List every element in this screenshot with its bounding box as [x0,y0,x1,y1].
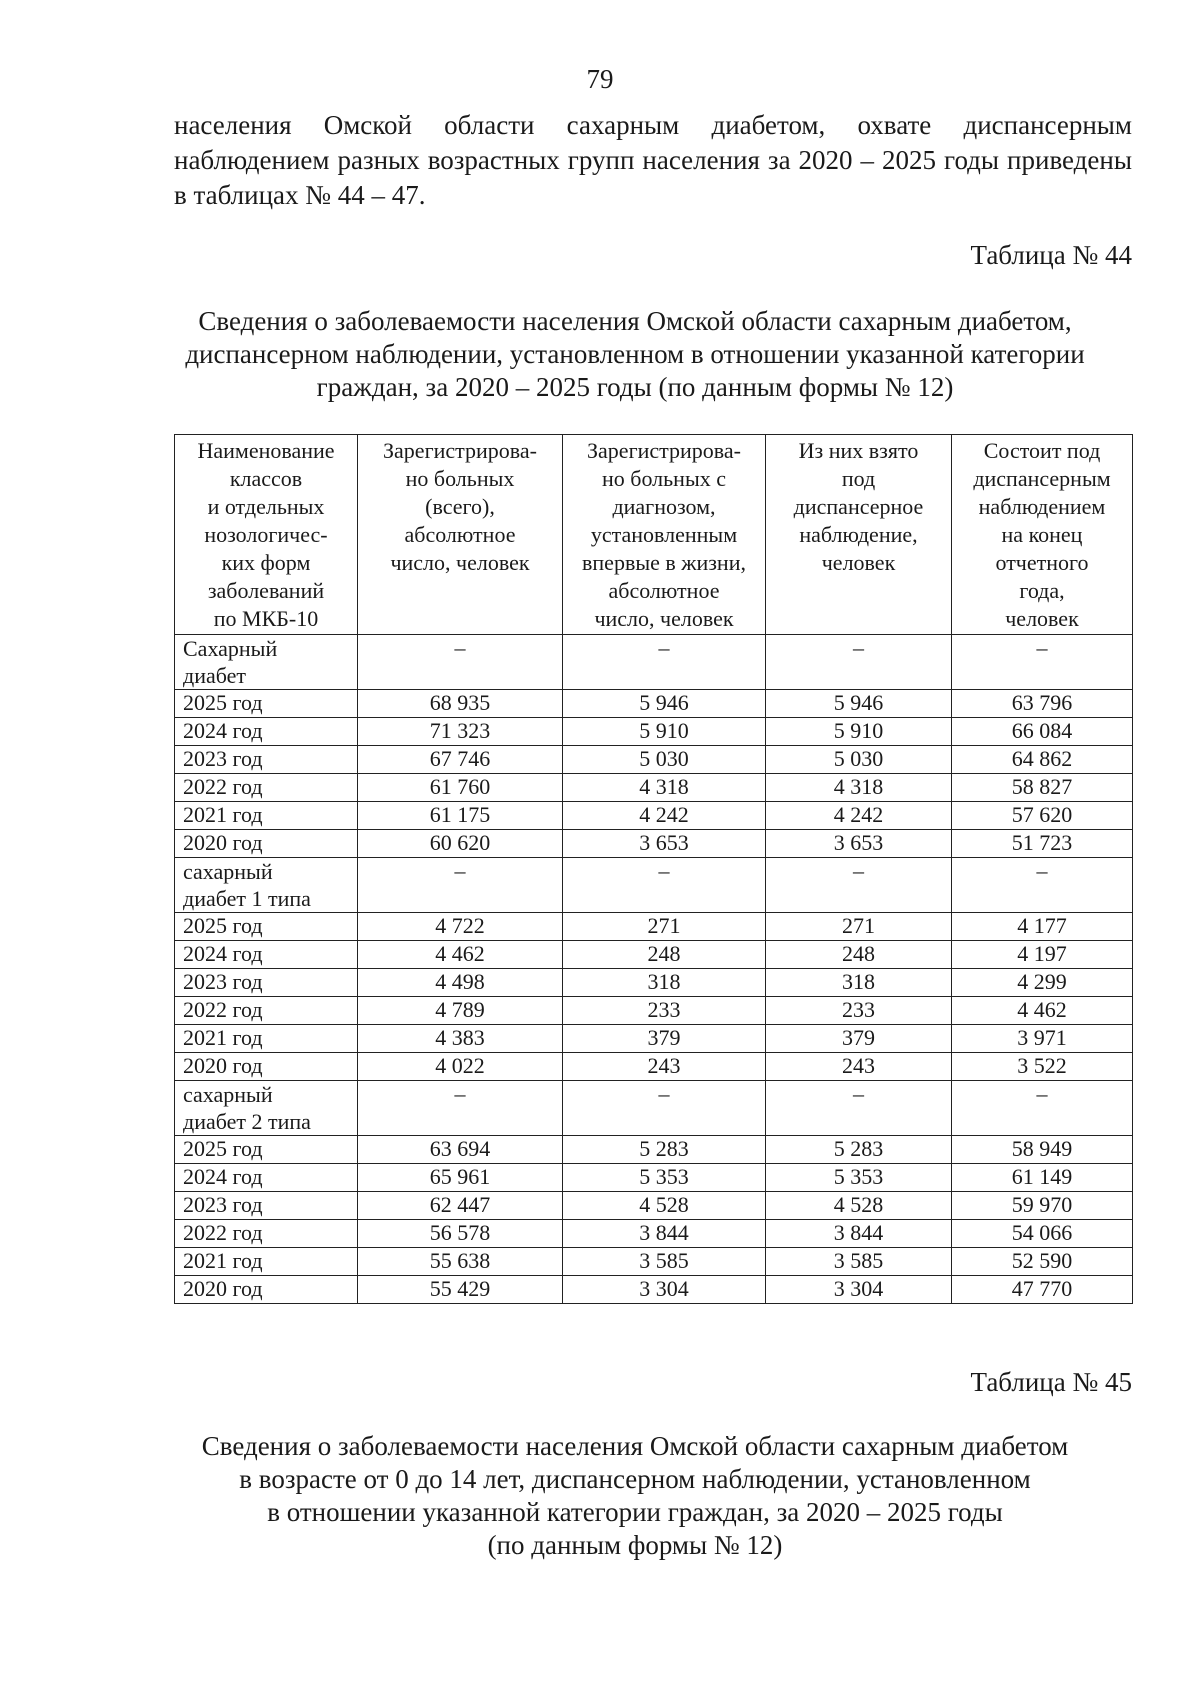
table-cell: 58 827 [952,774,1133,802]
table-row [175,1276,1133,1304]
column-header-line: диспансерное [793,494,924,519]
column-header-line: отчетного [995,550,1089,575]
column-header-line: года, [1019,578,1065,603]
table-row [175,1136,1133,1164]
table-cell: 5 283 [766,1136,952,1164]
table-row [175,941,1133,969]
intro-paragraph: населения Омской области сахарным диабетом, охвате диспансерным наблюдением разных возрастных групп населения за 2020 – 2025 годы приведены в таблицах № 44 – 47. [174,110,1132,210]
table-cell: – [358,1081,563,1136]
table-cell: 56 578 [358,1220,563,1248]
table-45-title-line: в отношении указанной категории граждан, за 2020 – 2025 годы [267,1497,1003,1527]
column-header-line: на конец [1001,522,1083,547]
table-cell: 5 353 [766,1164,952,1192]
column-header-line: человек [1005,606,1079,631]
table-cell: 57 620 [952,802,1133,830]
table-cell: 3 304 [766,1276,952,1304]
table-cell: 61 149 [952,1164,1133,1192]
table-cell: 3 585 [563,1248,766,1276]
table-group-row [175,858,1133,913]
row-label-line: сахарный [183,859,273,884]
table-cell: 5 946 [766,690,952,718]
table-45-title-line: в возрасте от 0 до 14 лет, диспансерном наблюдении, установленном [239,1464,1031,1494]
table-cell: 63 796 [952,690,1133,718]
table-cell: 248 [563,941,766,969]
row-label [175,1081,358,1136]
column-header-line: Зарегистрирова- [587,438,741,463]
column-header-line: Зарегистрирова- [383,438,537,463]
table-cell: 5 030 [563,746,766,774]
table-cell: 3 971 [952,1025,1133,1053]
table-row [175,997,1133,1025]
table-cell: 3 304 [563,1276,766,1304]
table-row [175,1053,1133,1081]
row-label-line: 2022 год [183,774,263,799]
table-cell: 3 844 [563,1220,766,1248]
table-cell: 318 [766,969,952,997]
table-cell: 4 022 [358,1053,563,1081]
column-header-line: человек [821,550,896,575]
row-label-line: 2022 год [183,997,263,1022]
table-row [175,1164,1133,1192]
table-cell: 55 429 [358,1276,563,1304]
row-label-line: 2020 год [183,830,263,855]
row-label-line: 2025 год [183,913,263,938]
table-cell: 379 [563,1025,766,1053]
table-cell: 3 653 [766,830,952,858]
column-header-line: диспансерным [973,466,1111,491]
column-header-line: абсолютное [404,522,516,547]
column-header [358,435,563,635]
table-row [175,1192,1133,1220]
table-cell: 55 638 [358,1248,563,1276]
table-row [175,969,1133,997]
table-cell: 52 590 [952,1248,1133,1276]
column-header-line: впервые в жизни, [582,550,746,575]
table-45-title-line: (по данным формы № 12) [487,1530,783,1560]
table-45-caption: Таблица № 45 [970,1367,1132,1397]
table-cell: 58 949 [952,1136,1133,1164]
table-44-title [140,305,1130,404]
row-label-line: 2023 год [183,746,263,771]
table-cell: 51 723 [952,830,1133,858]
table-cell: 67 746 [358,746,563,774]
table-row [175,1248,1133,1276]
row-label [175,913,358,941]
table-cell: 61 175 [358,802,563,830]
table-cell: – [358,635,563,690]
row-label [175,1276,358,1304]
row-label [175,774,358,802]
table-cell: – [563,1081,766,1136]
table-body [175,635,1133,1304]
column-header-line: диагнозом, [612,494,716,519]
row-label [175,690,358,718]
table-row [175,774,1133,802]
table-row [175,690,1133,718]
row-label [175,1220,358,1248]
table-cell: 5 910 [766,718,952,746]
table-cell: 66 084 [952,718,1133,746]
column-header-line: нозологичес- [204,522,328,547]
table-44-title-line: граждан, за 2020 – 2025 годы (по данным формы № 12) [316,372,954,402]
table-cell: – [563,858,766,913]
table-cell: 4 462 [358,941,563,969]
row-label [175,858,358,913]
table-cell: 4 789 [358,997,563,1025]
table-cell: 60 620 [358,830,563,858]
column-header-line: число, человек [390,550,530,575]
table-cell: 4 197 [952,941,1133,969]
table-44-title-line: Сведения о заболеваемости населения Омской области сахарным диабетом, [198,306,1072,336]
row-label-line: 2025 год [183,1136,263,1161]
table-cell: 4 242 [563,802,766,830]
table-cell: 4 528 [766,1192,952,1220]
table-cell: 4 462 [952,997,1133,1025]
row-label-line: 2020 год [183,1053,263,1078]
row-label-line: 2024 год [183,718,263,743]
table-cell: 243 [563,1053,766,1081]
table-44-caption: Таблица № 44 [970,240,1132,270]
column-header [175,435,358,635]
row-label-line: 2021 год [183,1248,263,1273]
table-row [175,830,1133,858]
row-label-line: диабет [183,663,247,688]
row-label [175,1053,358,1081]
table-row [175,1220,1133,1248]
table-cell: 61 760 [358,774,563,802]
row-label [175,1248,358,1276]
row-label-line: 2020 год [183,1276,263,1301]
row-label-line: Сахарный [183,636,278,661]
table-cell: 5 910 [563,718,766,746]
table-cell: 4 299 [952,969,1133,997]
table-cell: – [952,1081,1133,1136]
row-label [175,1136,358,1164]
column-header-line: абсолютное [608,578,720,603]
table-cell: 68 935 [358,690,563,718]
column-header-line: по МКБ-10 [213,606,319,631]
column-header-line: классов [229,466,303,491]
table-cell: 64 862 [952,746,1133,774]
table-cell: – [563,635,766,690]
table-header-row [175,435,1133,635]
column-header-line: Из них взято [798,438,919,463]
table-cell: 4 318 [766,774,952,802]
column-header-line: число, человек [594,606,734,631]
table-44 [174,434,1133,1304]
table-group-row [175,635,1133,690]
row-label-line: диабет 1 типа [183,886,311,911]
row-label [175,802,358,830]
table-cell: 271 [766,913,952,941]
table-cell: – [766,1081,952,1136]
column-header-line: и отдельных [207,494,325,519]
row-label-line: диабет 2 типа [183,1109,311,1134]
column-header-line: (всего), [425,494,495,519]
table-cell: – [358,858,563,913]
table-cell: 233 [563,997,766,1025]
table-cell: 379 [766,1025,952,1053]
row-label [175,635,358,690]
table-cell: 5 030 [766,746,952,774]
row-label [175,1164,358,1192]
column-header-line: заболеваний [207,578,325,603]
column-header-line: Наименование [197,438,335,463]
row-label-line: 2024 год [183,1164,263,1189]
table-44-title-line: диспансерном наблюдении, установленном в отношении указанной категории [185,339,1085,369]
column-header-line: но больных с [601,466,726,491]
table-cell: 4 242 [766,802,952,830]
row-label-line: 2023 год [183,969,263,994]
table-cell: 3 653 [563,830,766,858]
row-label [175,1025,358,1053]
table-cell: – [766,635,952,690]
table-cell: 233 [766,997,952,1025]
row-label [175,941,358,969]
table-row [175,913,1133,941]
table-row [175,718,1133,746]
table-cell: 5 946 [563,690,766,718]
table-cell: 65 961 [358,1164,563,1192]
column-header-line: наблюдением [978,494,1106,519]
column-header-line: но больных [405,466,515,491]
row-label [175,997,358,1025]
table-cell: – [952,635,1133,690]
table-cell: – [766,858,952,913]
table-cell: 5 353 [563,1164,766,1192]
table-group-row [175,1081,1133,1136]
table-cell: 4 528 [563,1192,766,1220]
row-label-line: 2024 год [183,941,263,966]
table-cell: 3 585 [766,1248,952,1276]
row-label-line: 2021 год [183,1025,263,1050]
row-label-line: сахарный [183,1082,273,1107]
row-label-line: 2021 год [183,802,263,827]
column-header [563,435,766,635]
row-label [175,1192,358,1220]
row-label [175,746,358,774]
table-cell: 3 522 [952,1053,1133,1081]
row-label-line: 2023 год [183,1192,263,1217]
page-number: 79 [586,64,614,94]
table-cell: 3 844 [766,1220,952,1248]
table-row [175,1025,1133,1053]
table-cell: 4 383 [358,1025,563,1053]
table-cell: 59 970 [952,1192,1133,1220]
table-cell: 271 [563,913,766,941]
table-45-title-line: Сведения о заболеваемости населения Омской области сахарным диабетом [201,1431,1069,1461]
column-header-line: под [841,466,876,491]
table-cell: 71 323 [358,718,563,746]
row-label [175,969,358,997]
table-cell: 4 318 [563,774,766,802]
table-cell: – [952,858,1133,913]
table-45-title [140,1430,1130,1562]
table-cell: 4 498 [358,969,563,997]
column-header-line: установленным [590,522,738,547]
table-row [175,802,1133,830]
table-cell: 318 [563,969,766,997]
table-cell: 63 694 [358,1136,563,1164]
table-cell: 248 [766,941,952,969]
row-label-line: 2022 год [183,1220,263,1245]
column-header-line: Состоит под [983,438,1101,463]
column-header [952,435,1133,635]
row-label [175,830,358,858]
table-cell: 47 770 [952,1276,1133,1304]
table-row [175,746,1133,774]
table-cell: 4 177 [952,913,1133,941]
column-header-line: наблюдение, [799,522,918,547]
table-cell: 5 283 [563,1136,766,1164]
row-label-line: 2025 год [183,690,263,715]
table-cell: 4 722 [358,913,563,941]
table-cell: 54 066 [952,1220,1133,1248]
table-cell: 243 [766,1053,952,1081]
row-label [175,718,358,746]
column-header-line: ких форм [221,550,311,575]
column-header [766,435,952,635]
table-cell: 62 447 [358,1192,563,1220]
